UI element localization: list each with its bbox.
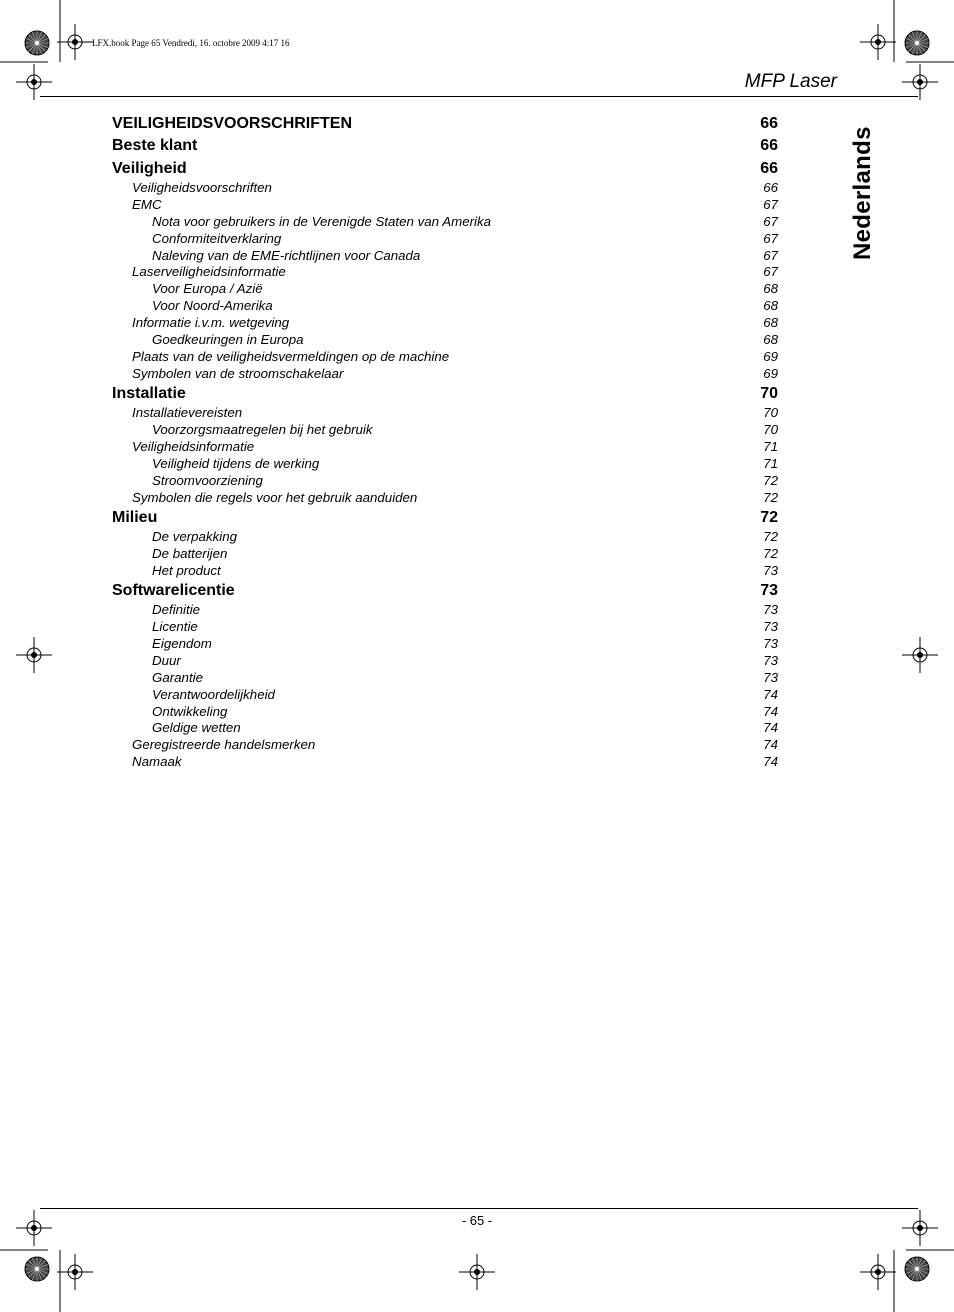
page-number: - 65 -: [461, 1213, 493, 1228]
toc-entry-page: 74: [763, 686, 778, 702]
toc-entry[interactable]: [112, 546, 778, 563]
toc-entry-title: Nota voor gebruikers in de Verenigde Staten van Amerika: [152, 213, 492, 229]
toc-entry-title: Symbolen van de stroomschakelaar: [132, 365, 344, 381]
toc-entry-title: Installatievereisten: [132, 405, 243, 421]
toc-entry[interactable]: [112, 383, 778, 406]
toc-entry[interactable]: [112, 737, 778, 754]
toc-entry[interactable]: [112, 158, 778, 181]
toc-entry-title: Voor Noord-Amerika: [152, 298, 273, 314]
toc-entry[interactable]: [112, 563, 778, 580]
toc-entry-title: Stroomvoorziening: [152, 472, 263, 488]
toc-entry-title: Softwarelicentie: [112, 581, 235, 599]
toc-entry-title: Duur: [152, 652, 181, 668]
header-title: MFP Laser: [744, 71, 837, 92]
toc-entry[interactable]: [112, 366, 778, 383]
toc-entry[interactable]: [112, 349, 778, 366]
toc-entry-page: 68: [763, 298, 778, 314]
toc-entry-title: Beste klant: [112, 137, 198, 154]
toc-entry-title: Naleving van de EME-richtlijnen voor Canada: [152, 247, 421, 263]
toc-entry[interactable]: [112, 704, 778, 721]
toc-entry-page: 72: [760, 508, 778, 526]
toc-entry-page: 68: [763, 281, 778, 297]
toc-entry[interactable]: [112, 113, 778, 135]
toc-entry-page: 72: [763, 489, 778, 505]
toc-entry-title: Geregistreerde handelsmerken: [132, 737, 316, 753]
toc-entry-page: 72: [763, 472, 778, 488]
toc-entry-page: 73: [763, 635, 778, 651]
toc-entry-page: 73: [763, 562, 778, 578]
toc-entry-title: Eigendom: [152, 635, 212, 651]
toc-entry[interactable]: [112, 602, 778, 619]
toc-entry-page: 73: [763, 619, 778, 635]
toc-entry[interactable]: [112, 135, 778, 158]
toc-entry-page: 70: [760, 384, 778, 402]
toc-entry-page: 69: [763, 348, 778, 364]
toc-entry[interactable]: [112, 180, 778, 197]
toc-entry-page: 73: [760, 581, 778, 599]
toc-entry[interactable]: [112, 405, 778, 422]
toc-entry-page: 74: [763, 703, 778, 719]
toc-entry-page: 66: [760, 137, 778, 154]
toc-entry[interactable]: [112, 231, 778, 248]
toc-entry-title: De batterijen: [152, 545, 228, 561]
toc-entry-title: Garantie: [152, 669, 203, 685]
toc-entry-title: Installatie: [112, 384, 186, 402]
toc-entry-title: Veiligheid tijdens de werking: [152, 455, 320, 471]
toc-entry-page: 74: [763, 720, 778, 736]
toc-entry-title: Goedkeuringen in Europa: [152, 332, 304, 348]
toc-entry[interactable]: [112, 670, 778, 687]
toc-entry[interactable]: [112, 264, 778, 281]
toc-entry-title: Ontwikkeling: [152, 703, 228, 719]
toc-entry-page: 68: [763, 332, 778, 348]
toc-entry[interactable]: [112, 653, 778, 670]
toc-entry-title: Symbolen die regels voor het gebruik aanduiden: [132, 489, 418, 505]
toc-entry[interactable]: [112, 422, 778, 439]
toc-entry[interactable]: [112, 281, 778, 298]
toc-entry-page: 72: [763, 545, 778, 561]
toc-entry[interactable]: [112, 315, 778, 332]
header-rule: [40, 96, 918, 97]
toc-entry-title: Geldige wetten: [152, 720, 241, 736]
toc-entry-title: Laserveiligheidsinformatie: [132, 264, 286, 280]
toc-entry-page: 67: [763, 264, 778, 280]
toc-entry-page: 70: [763, 422, 778, 438]
toc-entry-page: 70: [763, 405, 778, 421]
toc-entry-page: 71: [763, 438, 778, 454]
toc-entry-title: Veiligheidsinformatie: [132, 438, 255, 454]
toc-entry[interactable]: [112, 214, 778, 231]
toc-entry-page: 73: [763, 602, 778, 618]
toc-entry-title: Veiligheidsvoorschriften: [132, 180, 272, 195]
toc-entry[interactable]: [112, 248, 778, 265]
toc-entry-title: Veiligheid: [112, 159, 187, 177]
toc-entry-title: EMC: [132, 196, 162, 212]
toc-entry-title: Definitie: [152, 602, 201, 618]
toc-entry-page: 74: [763, 754, 778, 770]
toc-entry-title: Verantwoordelijkheid: [152, 686, 275, 702]
toc-entry-page: 66: [763, 180, 778, 195]
toc-entry[interactable]: [112, 473, 778, 490]
toc-entry[interactable]: [112, 456, 778, 473]
toc-entry-page: 71: [763, 455, 778, 471]
toc-entry-page: 73: [763, 669, 778, 685]
toc-entry-page: 67: [763, 196, 778, 212]
toc-entry-title: Het product: [152, 562, 221, 578]
toc-entry[interactable]: [112, 754, 778, 771]
toc-entry-title: Namaak: [132, 754, 182, 770]
toc-entry-title: Plaats van de veiligheidsvermeldingen op de machine: [132, 348, 450, 364]
toc-entry[interactable]: [112, 439, 778, 456]
toc-entry[interactable]: [112, 529, 778, 546]
toc-entry-title: De verpakking: [152, 529, 237, 545]
toc-entry[interactable]: [112, 298, 778, 315]
toc-entry-page: 68: [763, 315, 778, 331]
toc-entry[interactable]: [112, 687, 778, 704]
print-slug: LFX.book Page 65 Vendredi, 16. octobre 2009 4:17 16: [92, 38, 290, 48]
toc-entry-page: 66: [760, 159, 778, 177]
toc-entry-page: 66: [760, 115, 778, 132]
toc-entry[interactable]: [112, 580, 778, 603]
toc-entry[interactable]: [112, 197, 778, 214]
footer-rule: [40, 1208, 918, 1209]
toc-entry-page: 72: [763, 529, 778, 545]
toc-entry-page: 74: [763, 737, 778, 753]
toc-entry-title: Milieu: [112, 508, 158, 526]
toc-entry-page: 67: [763, 230, 778, 246]
toc-entry-page: 67: [763, 213, 778, 229]
toc-entry-page: 73: [763, 652, 778, 668]
toc-entry-title: VEILIGHEIDSVOORSCHRIFTEN: [112, 115, 353, 132]
toc-entry[interactable]: [112, 507, 778, 530]
toc-entry-title: Voor Europa / Azië: [152, 281, 263, 297]
toc-entry[interactable]: [112, 636, 778, 653]
toc-entry[interactable]: [112, 332, 778, 349]
toc-entry-title: Voorzorgsmaatregelen bij het gebruik: [152, 422, 373, 438]
toc-entry[interactable]: [112, 720, 778, 737]
toc-entry[interactable]: [112, 619, 778, 636]
language-tab: Nederlands: [849, 126, 876, 260]
toc-entry-page: 69: [763, 365, 778, 381]
toc-entry[interactable]: [112, 490, 778, 507]
table-of-contents: [112, 113, 778, 771]
toc-entry-title: Licentie: [152, 619, 198, 635]
toc-entry-title: Informatie i.v.m. wetgeving: [132, 315, 290, 331]
toc-entry-title: Conformiteitverklaring: [152, 230, 282, 246]
toc-entry-page: 67: [763, 247, 778, 263]
